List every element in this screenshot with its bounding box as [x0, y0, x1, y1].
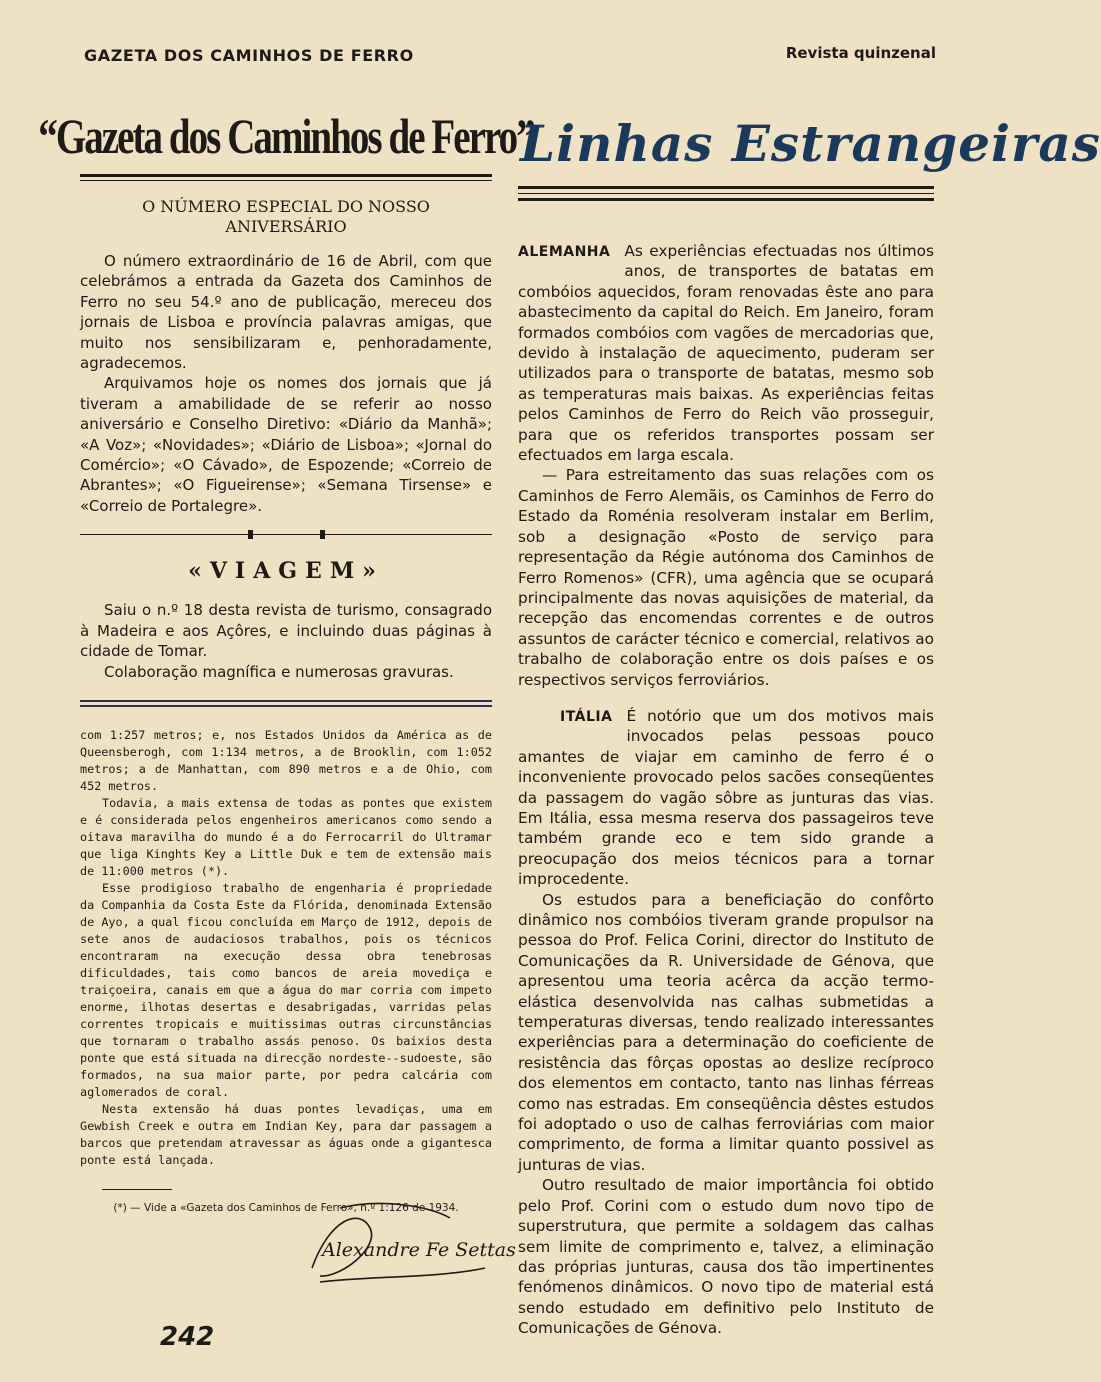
anniversary-article [80, 251, 492, 516]
article-paragraph: Os estudos para a beneficiação do confôrto dinâmico nos combóios tiveram grande propulsor na pessoa do Prof. Felica Corini, director do Instituto de Comunicações da R. Universidade de Génova, que apresentou uma teoria acêrca da acção termo-elástica desenvolvida nas calhas submetidas a temperaturas diversas, tendo realizado interessantes experiências para a determinação do coeficiente de resistência das fôrças opostas ao deslize recíproco dos elementos em contacto, tanto nas linhas férreas como nas estradas. Em conseqüência dêstes estudos foi adoptado o uso de calhas ferroviárias com maior comprimento, de forma a limitar quanto possivel as junturas de vias. [518, 890, 934, 1174]
paragraph-text: É notório que um dos motivos mais invocados pelas pessoas pouco amantes de viajar em caminho de ferro é o inconveniente provocado pelos sacões conseqüentes da passagem do vagão sôbre as junturas das vias. Em Itália, essa mesma reserva dos passageiros teve também grande eco e tem sido grande a preocupação dos meios técnicos para a tornar improcedente. [518, 706, 934, 889]
article-paragraph [518, 241, 934, 465]
svg-text:Alexandre Fe Settas: Alexandre Fe Settas [322, 1239, 516, 1261]
country-label-italia: ITÁLIA [560, 708, 613, 725]
viagem-article [80, 600, 492, 682]
article-paragraph: com 1:257 metros; e, nos Estados Unidos da América as de Queensberogh, com 1:134 metros, a de Brooklin, com 1:052 metros; a de Manhattan, com 890 metros e a de Ohio, com 452 metros. [80, 727, 492, 793]
running-header-subtitle: Revista quinzenal [785, 44, 936, 62]
divider-mark [320, 530, 325, 539]
article-paragraph: Esse prodigioso trabalho de engenharia é propriedade da Companhia da Costa Este da Flórida, denominada Extensão de Ayo, a qual ficou concluída em Março de 1912, depois de sete anos de audaciosos trabalhos, pois os técnicos encontraram na execução dessa obra tenebrosas dificuldades, tais como bancos de areia movediça e traiçoeira, canais em que a água do mar corria com impeto enorme, ilhotas desertas e desabrigadas, varridas pelas correntes tropicais e muitissimas outras circunstâncias que tornaram o trabalho assás penoso. Os baixios desta ponte que está situada na direcção nordeste--sudoeste, são formados, na sua maior parte, por pedra calcária com aglomerados de coral. [80, 880, 492, 1099]
page-number: 242 [160, 1322, 215, 1352]
paragraph-text: As experiências efectuadas nos últimos anos, de transportes de batatas em combóios aquecidos, foram renovadas êste ano para abastecimento da capital do Reich. Em Janeiro, foram formados combóios com vagões de mercadorias que, devido à instalação de aquecimento, puderam ser utilizados para o transporte de batatas, mesmo sob as temperaturas mais baixas. As experiências feitas pelos Caminhos de Ferro do Reich vão prosseguir, para que os referidos transportes possam ser efectuados em larga escala. [518, 242, 934, 465]
article-paragraph: Outro resultado de maior importância foi obtido pelo Prof. Corini com o estudo dum novo tipo de superstrutura, que permite a soldagem das calhas sem limite de comprimento e, talvez, a eliminação das próprias junturas, causa dos tão impertinentes fenómenos dinâmicos. O novo tipo de material está sendo estudado em definitivo pelo Instituto de Comunicações de Génova. [518, 1176, 934, 1338]
footnote-rule [102, 1189, 172, 1190]
article-paragraph: Nesta extensão há duas pontes levadiças, uma em Gewbish Creek e outra em Indian Key, para dar passagem a barcos que pretendam atravessar as águas onde a gigantesca ponte está lançada. [80, 1101, 492, 1167]
article-subhead: O NÚMERO ESPECIAL DO NOSSO ANIVERSÁRIO [142, 197, 430, 236]
viagem-title: «VIAGEM» [188, 558, 384, 585]
article-paragraph: Arquivamos hoje os nomes dos jornais que já tiveram a amabilidade de se referir ao nosso aniversário e Conselho Diretivo: «Diário da Manhã»; «A Voz»; «Novidades»; «Diário de Lisboa»; «Jornal do Comércio»; «O Cávado», de Espozende; «Correio de Abrantes»; «O Figueirense»; «Semana Tirsense» e «Correio de Portalegre». [80, 374, 492, 515]
article-paragraph: Todavia, a mais extensa de todas as pontes que existem e é considerada pelos engenheiros americanos como sendo a oitava maravilha do mundo é a do Ferrocarril do Ultramar que liga Kinghts Key a Little Duk e tem de extensão mais de 11:000 metros (*). [80, 795, 492, 878]
right-column [518, 100, 1101, 1339]
masthead-rule-thin [80, 180, 492, 181]
divider-line [80, 534, 492, 535]
article-paragraph: Saiu o n.º 18 desta revista de turismo, consagrado à Madeira e aos Açôres, e incluindo duas páginas à cidade de Tomar. [80, 601, 492, 661]
double-rule [80, 700, 492, 707]
divider-mark [248, 530, 253, 539]
section-title: Linhas Estrangeiras [520, 113, 1101, 173]
masthead-title: “Gazeta dos Caminhos de Ferro” [38, 108, 534, 164]
running-header-title: GAZETA DOS CAMINHOS DE FERRO [84, 46, 414, 65]
masthead-rule-thick [80, 174, 492, 177]
left-column [38, 100, 534, 1214]
section-divider [80, 528, 492, 542]
article-paragraph [518, 706, 934, 890]
bridge-article [80, 727, 492, 1169]
alemanha-section [518, 241, 934, 690]
italia-section [518, 706, 934, 1339]
article-paragraph: Colaboração magnífica e numerosas gravuras. [104, 662, 454, 681]
article-paragraph: O número extraordinário de 16 de Abril, com que celebrámos a entrada da Gazeta dos Caminhos de Ferro no seu 54.º ano de publicação, mereceu dos jornais de Lisboa e província palavras amigas, que muito nos sensibilizaram e, penhoradamente, agradecemos. [80, 252, 492, 373]
article-paragraph: — Para estreitamento das suas relações com os Caminhos de Ferro Alemãis, os Caminhos de Ferro do Estado da Roménia resolveram instalar em Berlim, sob a designação «Posto de serviço para representação da Régie autónoma dos Caminhos de Ferro Romenos» (CFR), uma agência que se ocupará principalmente das novas aquisições de material, da recepção das encomendas correntes e de outros assuntos de carácter técnico e comercial, relativos ao trabalho de colaboração entre os dois países e os respectivos serviços ferroviários. [518, 466, 934, 689]
country-label-alemanha: ALEMANHA [518, 244, 611, 260]
footnote: (*) — Vide a «Gazeta dos Caminhos de Ferro», n.º 1:126 de 1934. [113, 1201, 459, 1214]
section-rule [518, 186, 934, 201]
author-signature [300, 1198, 516, 1292]
